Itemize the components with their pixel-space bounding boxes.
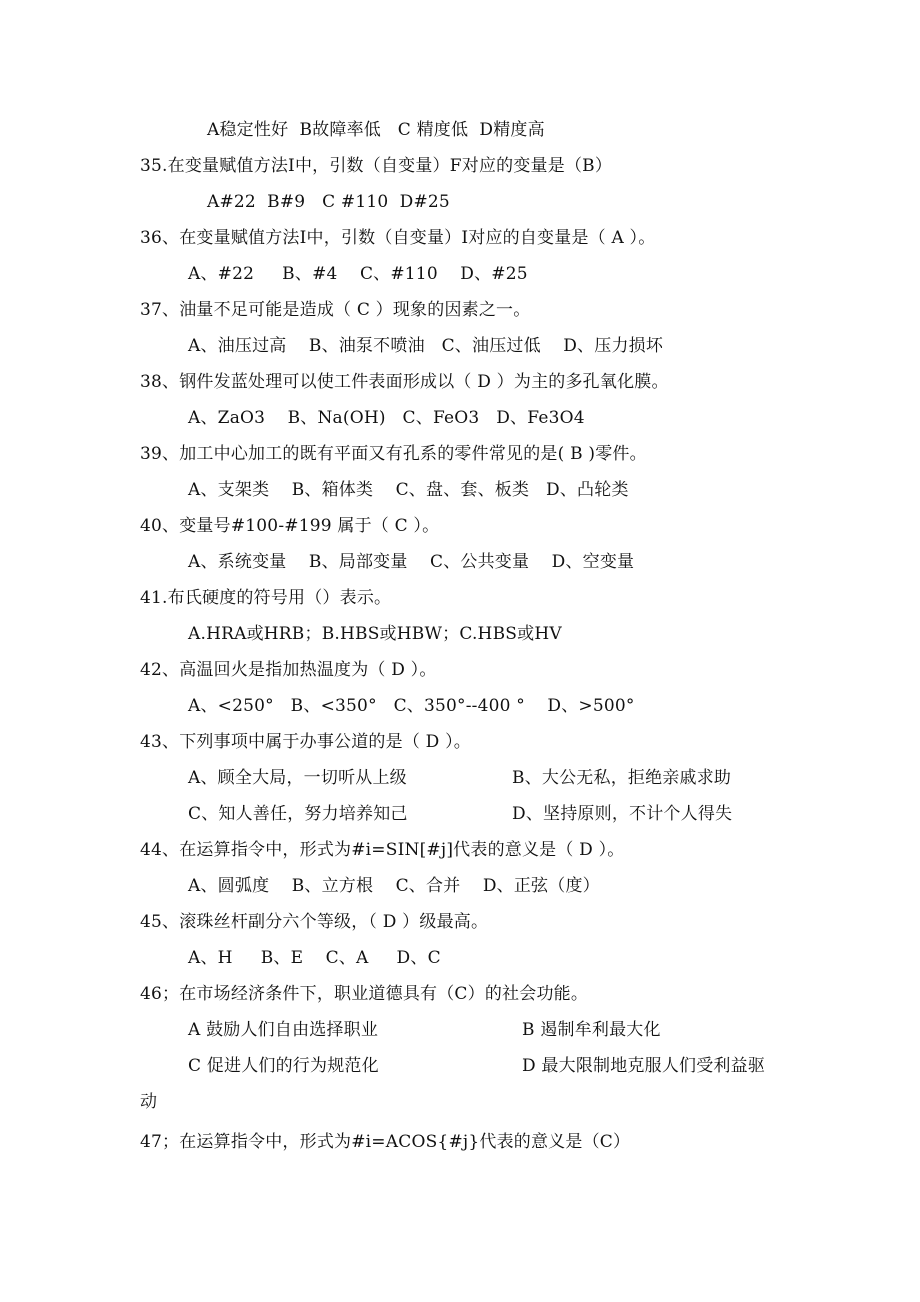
q44-question: 44、在运算指令中，形式为#i=SIN[#j]代表的意义是（ D ）。 bbox=[140, 840, 625, 860]
q35-options: A#22 B#9 C #110 D#25 bbox=[207, 192, 450, 212]
q41-question: 41.布氏硬度的符号用（）表示。 bbox=[140, 588, 392, 608]
q40-question: 40、变量号#100-#199 属于（ C ）。 bbox=[140, 516, 440, 536]
q36-options: A、#22 B、#4 C、#110 D、#25 bbox=[188, 264, 528, 284]
q43-question: 43、下列事项中属于办事公道的是（ D ）。 bbox=[140, 732, 471, 752]
q46-option-d: D 最大限制地克服人们受利益驱 bbox=[522, 1056, 766, 1076]
q34-options: A稳定性好 B故障率低 C 精度低 D精度高 bbox=[207, 120, 545, 140]
q38-question: 38、钢件发蓝处理可以使工件表面形成以（ D ）为主的多孔氧化膜。 bbox=[140, 372, 669, 392]
q43-option-a: A、顾全大局，一切听从上级 bbox=[188, 768, 407, 788]
q41-options: A.HRA或HRB；B.HBS或HBW；C.HBS或HV bbox=[188, 624, 562, 644]
q42-options: A、<250° B、<350° C、350°--400 ° D、>500° bbox=[188, 696, 635, 716]
q46-option-b: B 遏制牟利最大化 bbox=[522, 1020, 661, 1040]
q37-question: 37、油量不足可能是造成（ C ）现象的因素之一。 bbox=[140, 300, 531, 320]
q35-question: 35.在变量赋值方法Ⅰ中，引数（自变量）F对应的变量是（B） bbox=[140, 156, 613, 176]
q46-option-d-wrap: 动 bbox=[140, 1092, 158, 1112]
q37-options: A、油压过高 B、油泵不喷油 C、油压过低 D、压力损坏 bbox=[188, 336, 664, 356]
q36-question: 36、在变量赋值方法Ⅰ中，引数（自变量）I对应的自变量是（ A ）。 bbox=[140, 228, 656, 248]
q39-options: A、支架类 B、箱体类 C、盘、套、板类 D、凸轮类 bbox=[188, 480, 629, 500]
q45-question: 45、滚珠丝杆副分六个等级，（ D ）级最高。 bbox=[140, 912, 489, 932]
q44-options: A、圆弧度 B、立方根 C、合并 D、正弦（度） bbox=[188, 876, 600, 896]
q39-question: 39、加工中心加工的既有平面又有孔系的零件常见的是( B )零件。 bbox=[140, 444, 647, 464]
q46-option-a: A 鼓励人们自由选择职业 bbox=[188, 1020, 379, 1040]
q43-option-d: D、坚持原则，不计个人得失 bbox=[512, 804, 733, 824]
q43-option-b: B、大公无私，拒绝亲戚求助 bbox=[512, 768, 732, 788]
q47-question: 47；在运算指令中，形式为#i=ACOS{#j}代表的意义是（C） bbox=[140, 1132, 631, 1152]
q42-question: 42、高温回火是指加热温度为（ D ）。 bbox=[140, 660, 437, 680]
q46-question: 46；在市场经济条件下，职业道德具有（C）的社会功能。 bbox=[140, 984, 589, 1004]
q40-options: A、系统变量 B、局部变量 C、公共变量 D、空变量 bbox=[188, 552, 635, 572]
q45-options: A、H B、E C、A D、C bbox=[188, 948, 441, 968]
q46-option-c: C 促进人们的行为规范化 bbox=[188, 1056, 379, 1076]
q38-options: A、ZaO3 B、Na(OH) C、FeO3 D、Fe3O4 bbox=[188, 408, 585, 428]
q43-option-c: C、知人善任，努力培养知己 bbox=[188, 804, 408, 824]
